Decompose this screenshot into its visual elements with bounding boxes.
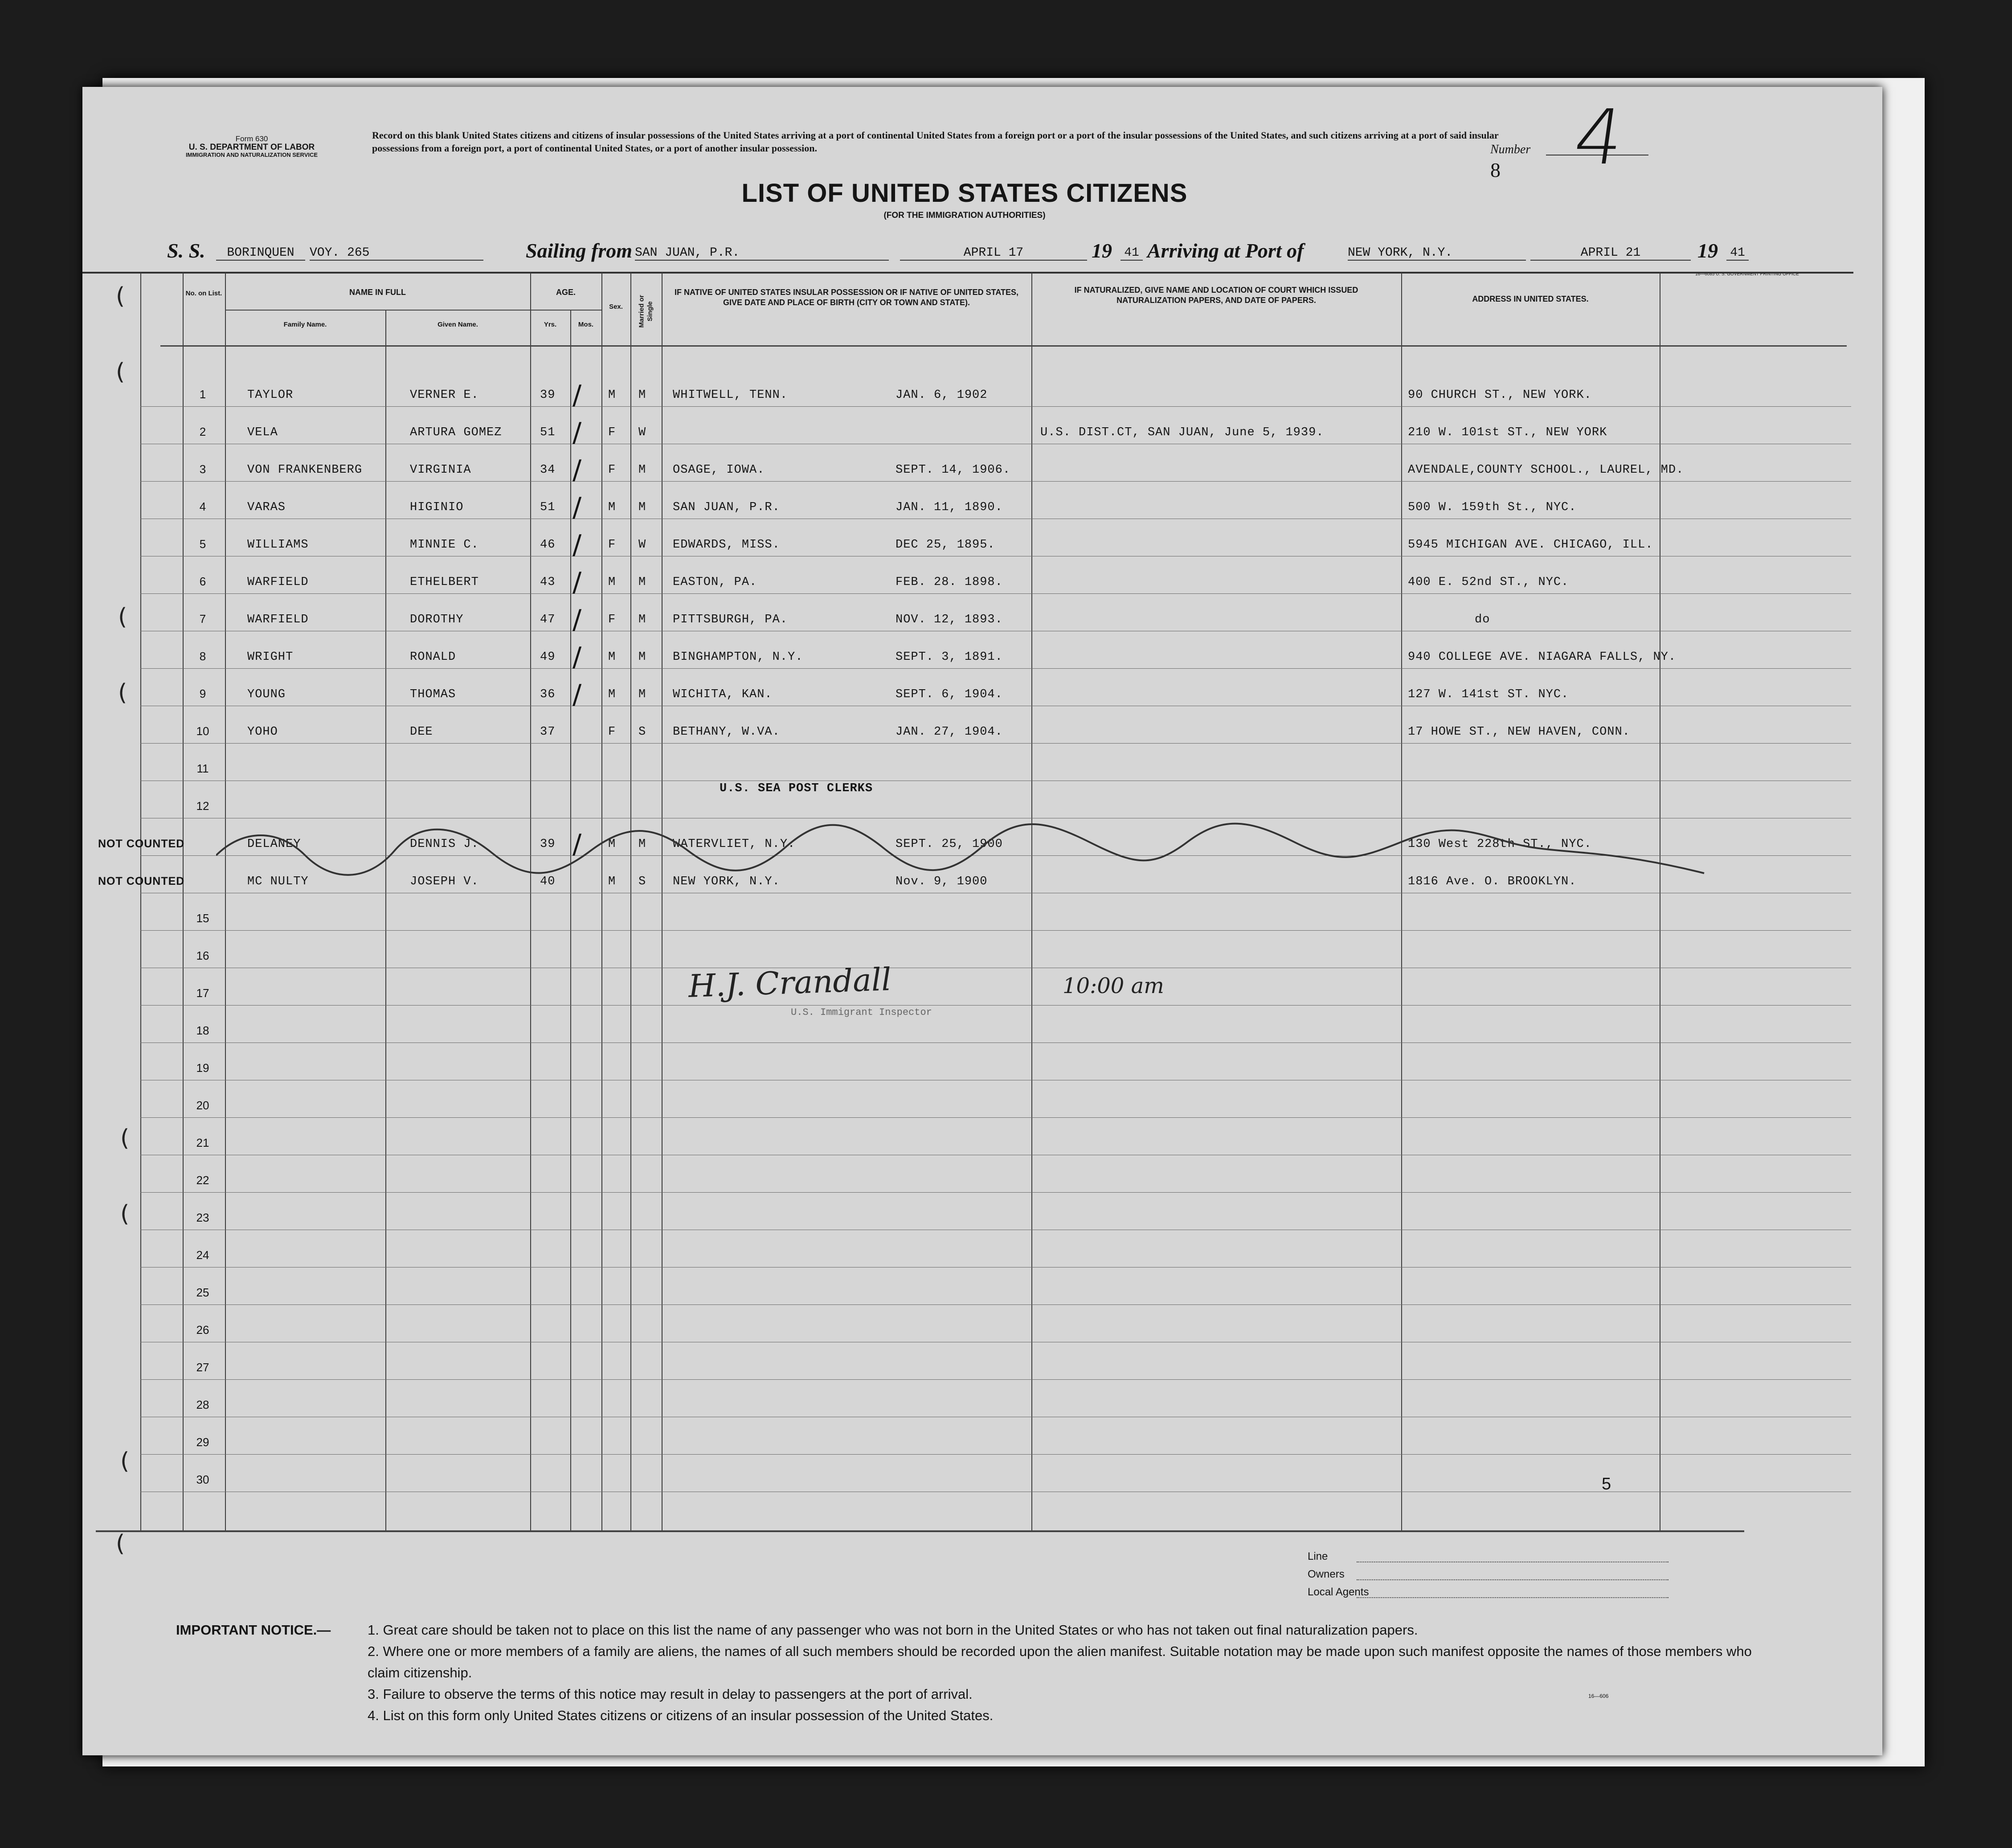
row-rule xyxy=(140,1454,1851,1455)
arriving-label: Arriving at Port of xyxy=(1147,239,1304,262)
birth-date: SEPT. 3, 1891. xyxy=(896,650,1003,664)
service: IMMIGRATION AND NATURALIZATION SERVICE xyxy=(185,151,318,158)
row-rule xyxy=(140,481,1851,482)
row-number: 19 xyxy=(196,1061,209,1075)
row-number: 25 xyxy=(196,1286,209,1299)
owners-field xyxy=(1357,1579,1668,1580)
form-instructions: Record on this blank United States citizens and citizens of insular possessions of the United States arriving at a port of continental United States from a foreign port or a port of the insular possessions of the United States, and such citizens arriving at a port of said insular possessions from a foreign port, a port of continental United States, or a port of another insular possession. xyxy=(372,130,1499,154)
line-label: Line xyxy=(1308,1550,1328,1562)
sex: M xyxy=(608,838,616,851)
page-mark: 5 xyxy=(1602,1475,1611,1493)
header-age: AGE. xyxy=(556,288,576,297)
family-name: WRIGHT xyxy=(247,650,294,664)
notice-item-1: 1. Great care should be taken not to place on this list the name of any passenger who was not born in the United States or who has not taken out final naturalization papers. xyxy=(368,1622,1418,1638)
row-number: 10 xyxy=(196,724,209,738)
sex: M xyxy=(608,688,616,701)
page-subtitle: (FOR THE IMMIGRATION AUTHORITIES) xyxy=(883,211,1046,220)
us-address: AVENDALE,COUNTY SCHOOL., LAUREL, MD. xyxy=(1408,463,1684,477)
sex: F xyxy=(608,725,616,739)
header-given-name: Given Name. xyxy=(438,321,478,328)
age-months-tick: / xyxy=(573,829,582,860)
notice-item-2: 2. Where one or more members of a family are aliens, the names of all such members should be recorded upon the alien manifest. Suitable notation may be made upon such manifest opposite the names of those members who claim citizenship. xyxy=(368,1644,1752,1681)
inspector-signature: H.J. Crandall xyxy=(687,961,892,1005)
row-number: 26 xyxy=(196,1323,209,1337)
sex: M xyxy=(608,875,616,888)
notice-item-3: 3. Failure to observe the terms of this notice may result in delay to passengers at the port of arrival. xyxy=(368,1686,973,1702)
row-number: 18 xyxy=(196,1024,209,1037)
form-id-block xyxy=(145,135,359,158)
row-number: 20 xyxy=(196,1099,209,1112)
marital-status: W xyxy=(638,538,646,552)
age-years: 40 xyxy=(540,875,556,888)
birth-date: SEPT. 6, 1904. xyxy=(896,688,1003,701)
arriving-date: APRIL 21 xyxy=(1530,246,1691,261)
ship-name: BORINQUEN xyxy=(216,246,305,261)
row-rule xyxy=(140,1379,1851,1380)
age-years: 49 xyxy=(540,650,556,664)
sex: M xyxy=(608,501,616,514)
birth-date: JAN. 11, 1890. xyxy=(896,501,1003,514)
row-number: 21 xyxy=(196,1136,209,1149)
birthplace: PITTSBURGH, PA. xyxy=(673,613,788,626)
signature-time: 10:00 am xyxy=(1063,973,1164,998)
birthplace: WICHITA, KAN. xyxy=(673,688,773,701)
marital-status: M xyxy=(638,388,646,402)
name-subrule xyxy=(225,310,530,311)
family-name: DELANEY xyxy=(247,838,301,851)
notice-item-4: 4. List on this form only United States citizens or citizens of an insular possession of the United States. xyxy=(368,1708,994,1723)
table-header-rule xyxy=(160,345,1847,347)
owners-label: Owners xyxy=(1308,1568,1345,1580)
sailing-year: 41 xyxy=(1121,246,1143,261)
given-name: VERNER E. xyxy=(410,388,479,402)
sea-post-heading: U.S. SEA POST CLERKS xyxy=(720,782,873,795)
age-months-tick: / xyxy=(573,417,582,448)
age-months-tick: / xyxy=(573,642,582,673)
punch-hole-icon: ( xyxy=(116,283,125,310)
birthplace: BINGHAMPTON, N.Y. xyxy=(673,650,803,664)
row-number: 12 xyxy=(196,799,209,813)
cancel-squiggle xyxy=(216,815,1731,878)
age-subrule xyxy=(530,310,601,311)
birthplace: WATERVLIET, N.Y. xyxy=(673,838,796,851)
number-label: Number xyxy=(1490,143,1531,156)
us-address: 130 West 228th ST., NYC. xyxy=(1408,838,1592,851)
row-number: 9 xyxy=(199,687,206,700)
age-months-tick: / xyxy=(573,567,582,598)
punch-hole-icon: ( xyxy=(120,1125,130,1152)
age-years: 39 xyxy=(540,388,556,402)
family-name: VELA xyxy=(247,426,278,439)
family-name: WILLIAMS xyxy=(247,538,309,552)
us-address: 90 CHURCH ST., NEW YORK. xyxy=(1408,388,1592,402)
row-number: 7 xyxy=(199,612,206,626)
punch-hole-icon: ( xyxy=(120,1448,130,1475)
punch-hole-icon: ( xyxy=(120,1201,130,1227)
us-address: 210 W. 101st ST., NEW YORK xyxy=(1408,426,1607,439)
arriving-port: NEW YORK, N.Y. xyxy=(1348,246,1526,261)
sailing-port: SAN JUAN, P.R. xyxy=(635,246,889,261)
given-name: JOSEPH V. xyxy=(410,875,479,888)
number-handwritten: 4 xyxy=(1569,94,1630,182)
row-number: 23 xyxy=(196,1211,209,1224)
row-rule xyxy=(140,1304,1851,1305)
number-printed: 8 xyxy=(1490,159,1501,181)
age-years: 47 xyxy=(540,613,556,626)
row-number: 24 xyxy=(196,1248,209,1262)
sex: M xyxy=(608,650,616,664)
given-name: VIRGINIA xyxy=(410,463,471,477)
birth-date: NOV. 12, 1893. xyxy=(896,613,1003,626)
us-address: 500 W. 159th St., NYC. xyxy=(1408,501,1577,514)
voyage-line xyxy=(82,234,1820,265)
marital-status: S xyxy=(638,875,646,888)
family-name: YOUNG xyxy=(247,688,286,701)
given-name: DEE xyxy=(410,725,433,739)
row-rule xyxy=(140,593,1851,594)
header-yrs: Yrs. xyxy=(544,321,557,328)
given-name: ARTURA GOMEZ xyxy=(410,426,502,439)
row-number: 16 xyxy=(196,949,209,962)
age-months-tick: / xyxy=(573,492,582,523)
punch-hole-icon: ( xyxy=(116,1530,125,1557)
header-mos: Mos. xyxy=(578,321,594,328)
birth-date: JAN. 6, 1902 xyxy=(896,388,988,402)
row-number: 2 xyxy=(199,425,206,438)
age-years: 37 xyxy=(540,725,556,739)
local-agents-field xyxy=(1357,1597,1668,1598)
col-line-mos xyxy=(570,310,571,1530)
birth-date: JAN. 27, 1904. xyxy=(896,725,1003,739)
form-code: 16—606 xyxy=(1588,1693,1609,1699)
page-title: LIST OF UNITED STATES CITIZENS xyxy=(741,179,1188,208)
birthplace: SAN JUAN, P.R. xyxy=(673,501,780,514)
row-rule xyxy=(140,1192,1851,1193)
birth-date: SEPT. 14, 1906. xyxy=(896,463,1011,477)
family-name: WARFIELD xyxy=(247,613,309,626)
row-number: 30 xyxy=(196,1473,209,1486)
row-rule xyxy=(140,1117,1851,1118)
table-bottom-rule xyxy=(96,1530,1744,1532)
header-address: ADDRESS IN UNITED STATES. xyxy=(1472,294,1589,303)
sex: M xyxy=(608,576,616,589)
header-sex: Sex. xyxy=(609,303,623,311)
manifest-page xyxy=(82,87,1882,1755)
row-number: 27 xyxy=(196,1361,209,1374)
header-no-on-list: No. on List. xyxy=(185,290,222,297)
row-number: 28 xyxy=(196,1398,209,1411)
department: U. S. DEPARTMENT OF LABOR xyxy=(188,142,315,152)
family-name: VARAS xyxy=(247,501,286,514)
sex: M xyxy=(608,388,616,402)
us-address: 5945 MICHIGAN AVE. CHICAGO, ILL. xyxy=(1408,538,1653,552)
sailing-label: Sailing from xyxy=(526,239,633,262)
birth-date: DEC 25, 1895. xyxy=(896,538,995,552)
family-name: TAYLOR xyxy=(247,388,294,402)
sex: F xyxy=(608,538,616,552)
marital-status: M xyxy=(638,463,646,477)
punch-hole-icon: ( xyxy=(116,359,125,385)
header-naturalized: IF NATURALIZED, GIVE NAME AND LOCATION OF COURT WHICH ISSUED NATURALIZATION PAPERS, AND DATE OF PAPERS. xyxy=(1074,286,1358,305)
row-rule xyxy=(140,1005,1851,1006)
sailing-date: APRIL 17 xyxy=(900,246,1087,261)
given-name: ETHELBERT xyxy=(410,576,479,589)
age-years: 39 xyxy=(540,838,556,851)
punch-hole-icon: ( xyxy=(118,679,127,706)
row-number: 11 xyxy=(196,762,209,775)
row-rule xyxy=(140,743,1851,744)
header-family-name: Family Name. xyxy=(283,321,327,328)
us-address: 400 E. 52nd ST., NYC. xyxy=(1408,576,1569,589)
age-years: 43 xyxy=(540,576,556,589)
inspector-title: U.S. Immigrant Inspector xyxy=(791,1007,932,1018)
local-agents-label: Local Agents xyxy=(1308,1586,1369,1598)
arriving-year-prefix: 19 xyxy=(1697,239,1718,262)
punch-hole-icon: ( xyxy=(118,604,127,630)
header-married-single: Married or Single xyxy=(638,295,654,328)
age-years: 51 xyxy=(540,426,556,439)
age-years: 36 xyxy=(540,688,556,701)
age-months-tick: / xyxy=(573,380,582,411)
marital-status: M xyxy=(638,688,646,701)
birthplace: WHITWELL, TENN. xyxy=(673,388,788,402)
family-name: VON FRANKENBERG xyxy=(247,463,363,477)
given-name: MINNIE C. xyxy=(410,538,479,552)
age-years: 46 xyxy=(540,538,556,552)
row-number: 4 xyxy=(199,500,206,513)
ss-label: S. S. xyxy=(167,239,205,262)
age-years: 51 xyxy=(540,501,556,514)
us-address: 127 W. 141st ST. NYC. xyxy=(1408,688,1569,701)
row-number: 3 xyxy=(199,462,206,476)
print-code: 16—6085 U. S. GOVERNMENT PRINTING OFFICE xyxy=(1695,272,1799,277)
given-name: DOROTHY xyxy=(410,613,464,626)
birthplace: BETHANY, W.VA. xyxy=(673,725,780,739)
us-address: 940 COLLEGE AVE. NIAGARA FALLS, NY. xyxy=(1408,650,1677,664)
header-birth: IF NATIVE OF UNITED STATES INSULAR POSSESSION OR IF NATIVE OF UNITED STATES, GIVE DATE AND PLACE OF BIRTH (CITY OR TOWN AND STATE). xyxy=(674,288,1019,307)
age-years: 34 xyxy=(540,463,556,477)
given-name: HIGINIO xyxy=(410,501,464,514)
arriving-year: 41 xyxy=(1726,246,1749,261)
given-name: THOMAS xyxy=(410,688,456,701)
form-number: Form 630 xyxy=(235,135,268,143)
birthplace: EASTON, PA. xyxy=(673,576,757,589)
row-number: 6 xyxy=(199,575,206,588)
marital-status: M xyxy=(638,838,646,851)
age-months-tick: / xyxy=(573,604,582,635)
row-number: 8 xyxy=(199,650,206,663)
sex: F xyxy=(608,463,616,477)
voyage-number: VOY. 265 xyxy=(310,246,483,261)
given-name: RONALD xyxy=(410,650,456,664)
notice-heading: IMPORTANT NOTICE.— xyxy=(176,1622,331,1638)
col-line-given xyxy=(385,310,386,1530)
row-number: 15 xyxy=(196,912,209,925)
birthplace: OSAGE, IOWA. xyxy=(673,463,765,477)
row-rule xyxy=(140,406,1851,407)
naturalization-court: U.S. DIST.CT, SAN JUAN, June 5, 1939. xyxy=(1040,426,1324,439)
sailing-year-prefix: 19 xyxy=(1092,239,1112,262)
marital-status: M xyxy=(638,501,646,514)
marital-status: M xyxy=(638,613,646,626)
header-name-in-full: NAME IN FULL xyxy=(349,288,406,297)
age-months-tick: / xyxy=(573,679,582,710)
birth-date: Nov. 9, 1900 xyxy=(896,875,988,888)
birthplace: NEW YORK, N.Y. xyxy=(673,875,780,888)
us-address: 1816 Ave. O. BROOKLYN. xyxy=(1408,875,1577,888)
sex: F xyxy=(608,613,616,626)
sex: F xyxy=(608,426,616,439)
marital-status: W xyxy=(638,426,646,439)
row-number: 29 xyxy=(196,1435,209,1449)
marital-status: M xyxy=(638,650,646,664)
row-rule xyxy=(140,930,1851,931)
row-number: 17 xyxy=(196,986,209,1000)
us-address: 17 HOWE ST., NEW HAVEN, CONN. xyxy=(1408,725,1630,739)
birth-date: FEB. 28. 1898. xyxy=(896,576,1003,589)
birthplace: EDWARDS, MISS. xyxy=(673,538,780,552)
row-number: 22 xyxy=(196,1173,209,1187)
row-number: 1 xyxy=(199,388,206,401)
not-counted-stamp: NOT COUNTED xyxy=(98,875,185,887)
family-name: MC NULTY xyxy=(247,875,309,888)
given-name: DENNIS J. xyxy=(410,838,479,851)
family-name: WARFIELD xyxy=(247,576,309,589)
age-months-tick: / xyxy=(573,454,582,486)
age-months-tick: / xyxy=(573,529,582,560)
row-number: 5 xyxy=(199,537,206,551)
row-rule xyxy=(140,668,1851,669)
marital-status: S xyxy=(638,725,646,739)
birth-date: SEPT. 25, 1900 xyxy=(896,838,1003,851)
us-address: do xyxy=(1475,613,1490,626)
not-counted-stamp: NOT COUNTED xyxy=(98,838,185,850)
marital-status: M xyxy=(638,576,646,589)
family-name: YOHO xyxy=(247,725,278,739)
table-top-rule xyxy=(82,272,1853,274)
